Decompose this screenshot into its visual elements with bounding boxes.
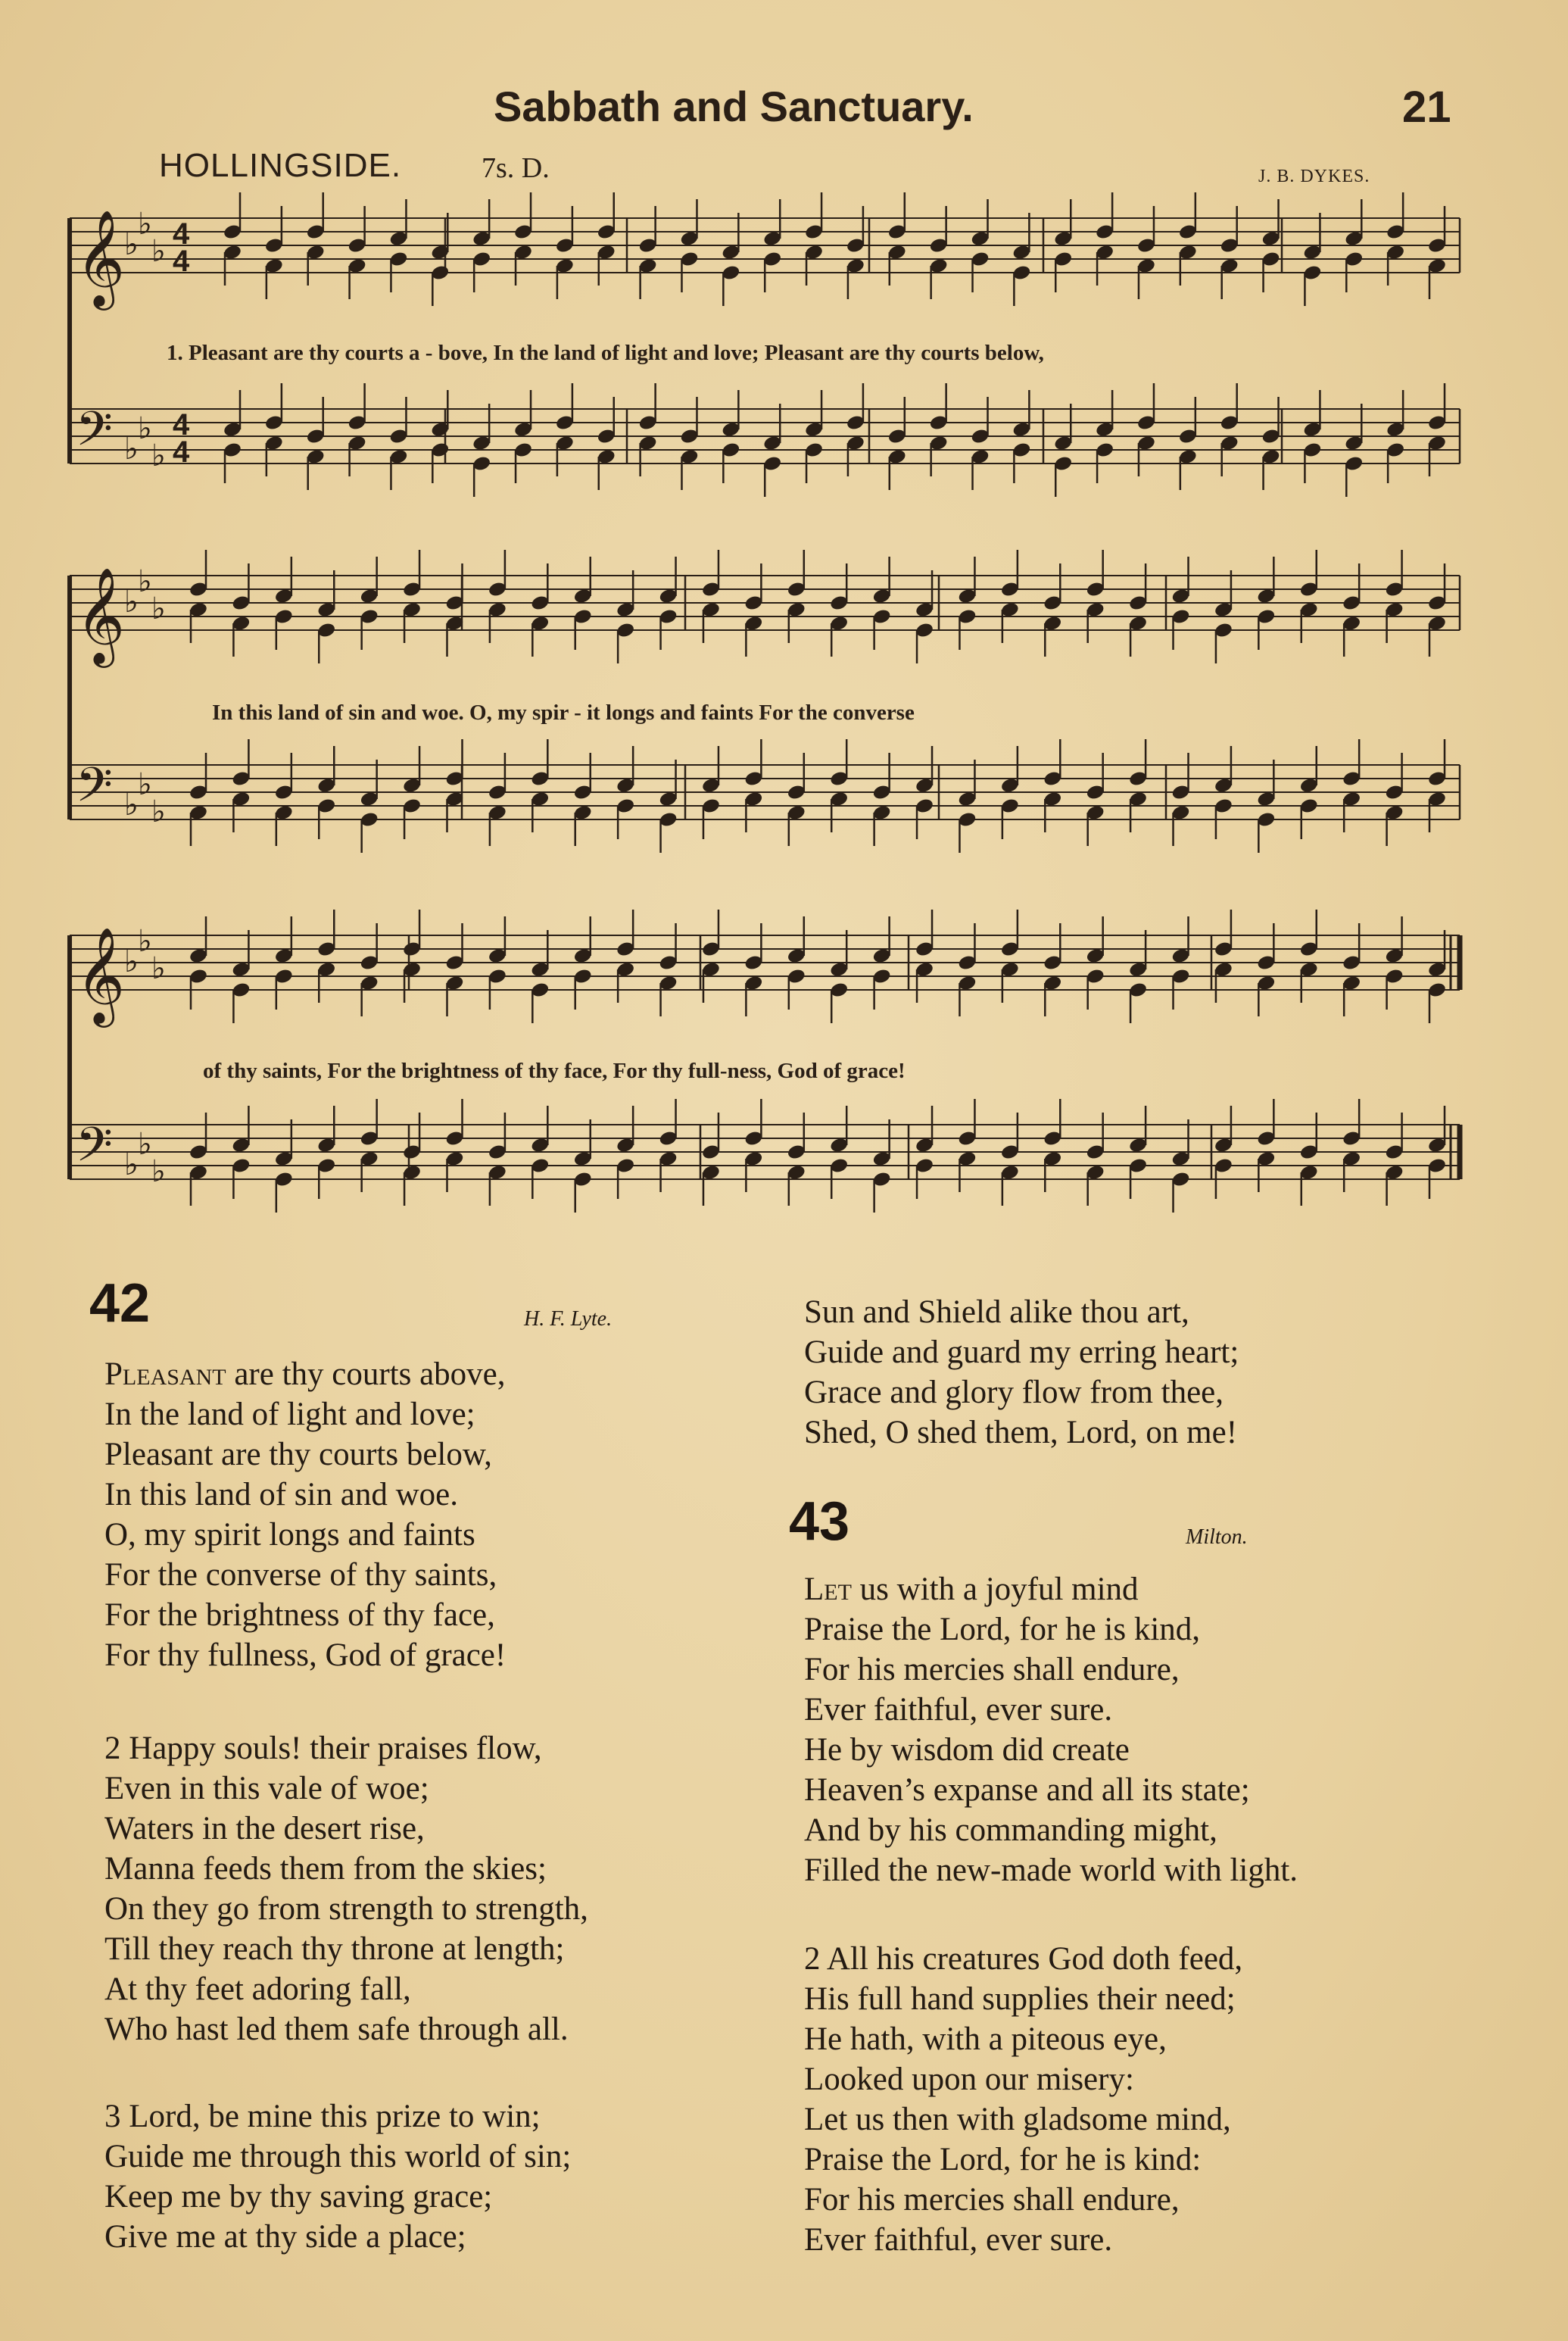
verse-line: Looked upon our misery: <box>804 2062 1134 2097</box>
verse-line: For the brightness of thy face, <box>104 1597 495 1633</box>
verse-line: Manna feeds them from the skies; <box>104 1851 547 1887</box>
verse-line: For the converse of thy saints, <box>104 1557 497 1593</box>
flat-icon: ♭ <box>124 1147 139 1182</box>
flat-icon: ♭ <box>138 564 152 599</box>
bass-clef-icon: 𝄢 <box>76 757 113 824</box>
verse-line: Pleasant are thy courts above, <box>104 1356 506 1392</box>
flat-icon: ♭ <box>151 591 166 626</box>
verse-line: Even in this vale of woe; <box>104 1771 429 1806</box>
flat-icon: ♭ <box>138 924 152 959</box>
section-title: Sabbath and Sanctuary. <box>494 83 974 130</box>
verse-line: For thy fullness, God of grace! <box>104 1637 507 1673</box>
verse-line: Till they reach thy throne at length; <box>104 1931 565 1967</box>
tune-composer: J. B. DYKES. <box>1258 167 1370 186</box>
underlay-line-2: In this land of sin and woe. O, my spir - it longs and faints For the converse <box>212 701 915 725</box>
verse-line: Give me at thy side a place; <box>104 2219 466 2255</box>
flat-icon: ♭ <box>138 1127 152 1162</box>
verse-line: Grace and glory flow from thee, <box>804 1375 1224 1410</box>
treble-clef-icon: 𝄞 <box>76 209 126 306</box>
treble-clef-icon: 𝄞 <box>76 567 126 663</box>
tune-meter: 7s. D. <box>482 152 550 184</box>
verse-line: He hath, with a piteous eye, <box>804 2021 1167 2057</box>
flat-icon: ♭ <box>151 439 166 473</box>
verse-line: Who hast led them safe through all. <box>104 2012 569 2047</box>
flat-icon: ♭ <box>151 234 166 269</box>
hymn-number: 42 <box>89 1273 151 1334</box>
verse-line: And by his commanding might, <box>804 1812 1217 1848</box>
verse-line: Ever faithful, ever sure. <box>804 1692 1113 1728</box>
hymn-author: H. F. Lyte. <box>524 1307 613 1331</box>
verse-line: O, my spirit longs and faints <box>104 1517 475 1553</box>
flat-icon: ♭ <box>124 585 139 620</box>
verse-line: Ever faithful, ever sure. <box>804 2222 1113 2258</box>
time-signature-denominator: 4 <box>173 245 190 278</box>
time-signature-numerator: 4 <box>173 217 190 251</box>
verse-line: Guide me through this world of sin; <box>104 2139 572 2174</box>
bass-clef-icon: 𝄢 <box>76 401 113 468</box>
time-signature-numerator: 4 <box>173 408 190 442</box>
verse-line: He by wisdom did create <box>804 1732 1130 1768</box>
time-signature-denominator: 4 <box>173 435 190 469</box>
flat-icon: ♭ <box>151 1154 166 1189</box>
flat-icon: ♭ <box>138 411 152 446</box>
bass-clef-icon: 𝄢 <box>76 1116 113 1184</box>
verse-line: Let us with a joyful mind <box>804 1572 1139 1607</box>
flat-icon: ♭ <box>124 944 139 979</box>
verse-line: For his mercies shall endure, <box>804 1652 1180 1687</box>
verse-line: On they go from strength to strength, <box>104 1891 588 1927</box>
flat-icon: ♭ <box>138 207 152 242</box>
hymn-number: 43 <box>789 1491 850 1552</box>
flat-icon: ♭ <box>124 788 139 822</box>
verse-line: 2 All his creatures God doth feed, <box>804 1941 1243 1977</box>
hymn-author: Milton. <box>1186 1525 1248 1549</box>
verse-line: Shed, O shed them, Lord, on me! <box>804 1415 1238 1450</box>
flat-icon: ♭ <box>138 767 152 802</box>
verse-line: Praise the Lord, for he is kind: <box>804 2142 1202 2177</box>
verse-line: For his mercies shall endure, <box>804 2182 1180 2218</box>
verse-line: His full hand supplies their need; <box>804 1981 1236 2017</box>
verse-line: In the land of light and love; <box>104 1397 475 1432</box>
verse-line: Filled the new-made world with light. <box>804 1853 1298 1888</box>
verse-line: At thy feet adoring fall, <box>104 1971 411 2007</box>
verse-line: Heaven’s expanse and all its state; <box>804 1772 1250 1808</box>
treble-clef-icon: 𝄞 <box>76 926 126 1023</box>
page-number: 21 <box>1402 83 1451 132</box>
verse-line: Waters in the desert rise, <box>104 1811 425 1846</box>
tune-name: HOLLINGSIDE. <box>159 147 402 184</box>
first-word: Pleasant <box>104 1356 226 1392</box>
verse-line: 3 Lord, be mine this prize to win; <box>104 2099 541 2134</box>
hymn-43-verse-2 <box>804 1939 1242 2260</box>
verse-line: 2 Happy souls! their praises flow, <box>104 1731 542 1766</box>
verse-line: Keep me by thy saving grace; <box>104 2179 493 2215</box>
flat-icon: ♭ <box>124 432 139 467</box>
verse-line: In this land of sin and woe. <box>104 1477 458 1512</box>
hymn-42-verse-2 <box>104 1728 588 2049</box>
verse-line: Pleasant are thy courts below, <box>104 1437 492 1472</box>
flat-icon: ♭ <box>151 951 166 986</box>
verse-line: Praise the Lord, for he is kind, <box>804 1612 1201 1647</box>
verse-line: Sun and Shield alike thou art, <box>804 1294 1189 1330</box>
hymn-42-verse-3b <box>804 1292 1239 1453</box>
underlay-line-1: 1. Pleasant are thy courts a - bove, In the land of light and love; Pleasant are thy courts below, <box>167 341 1044 365</box>
hymn-42-verse-1 <box>104 1354 506 1675</box>
hymn-43-verse-1 <box>804 1569 1298 1890</box>
hymn-42-verse-3a <box>104 2096 571 2257</box>
verse-line: Let us then with gladsome mind, <box>804 2102 1231 2137</box>
flat-icon: ♭ <box>151 794 166 829</box>
verse-line: Guide and guard my erring heart; <box>804 1334 1239 1370</box>
first-word: Let <box>804 1572 852 1607</box>
underlay-line-3: of thy saints, For the brightness of thy face, For thy full-ness, God of grace! <box>203 1059 906 1083</box>
flat-icon: ♭ <box>124 227 139 262</box>
